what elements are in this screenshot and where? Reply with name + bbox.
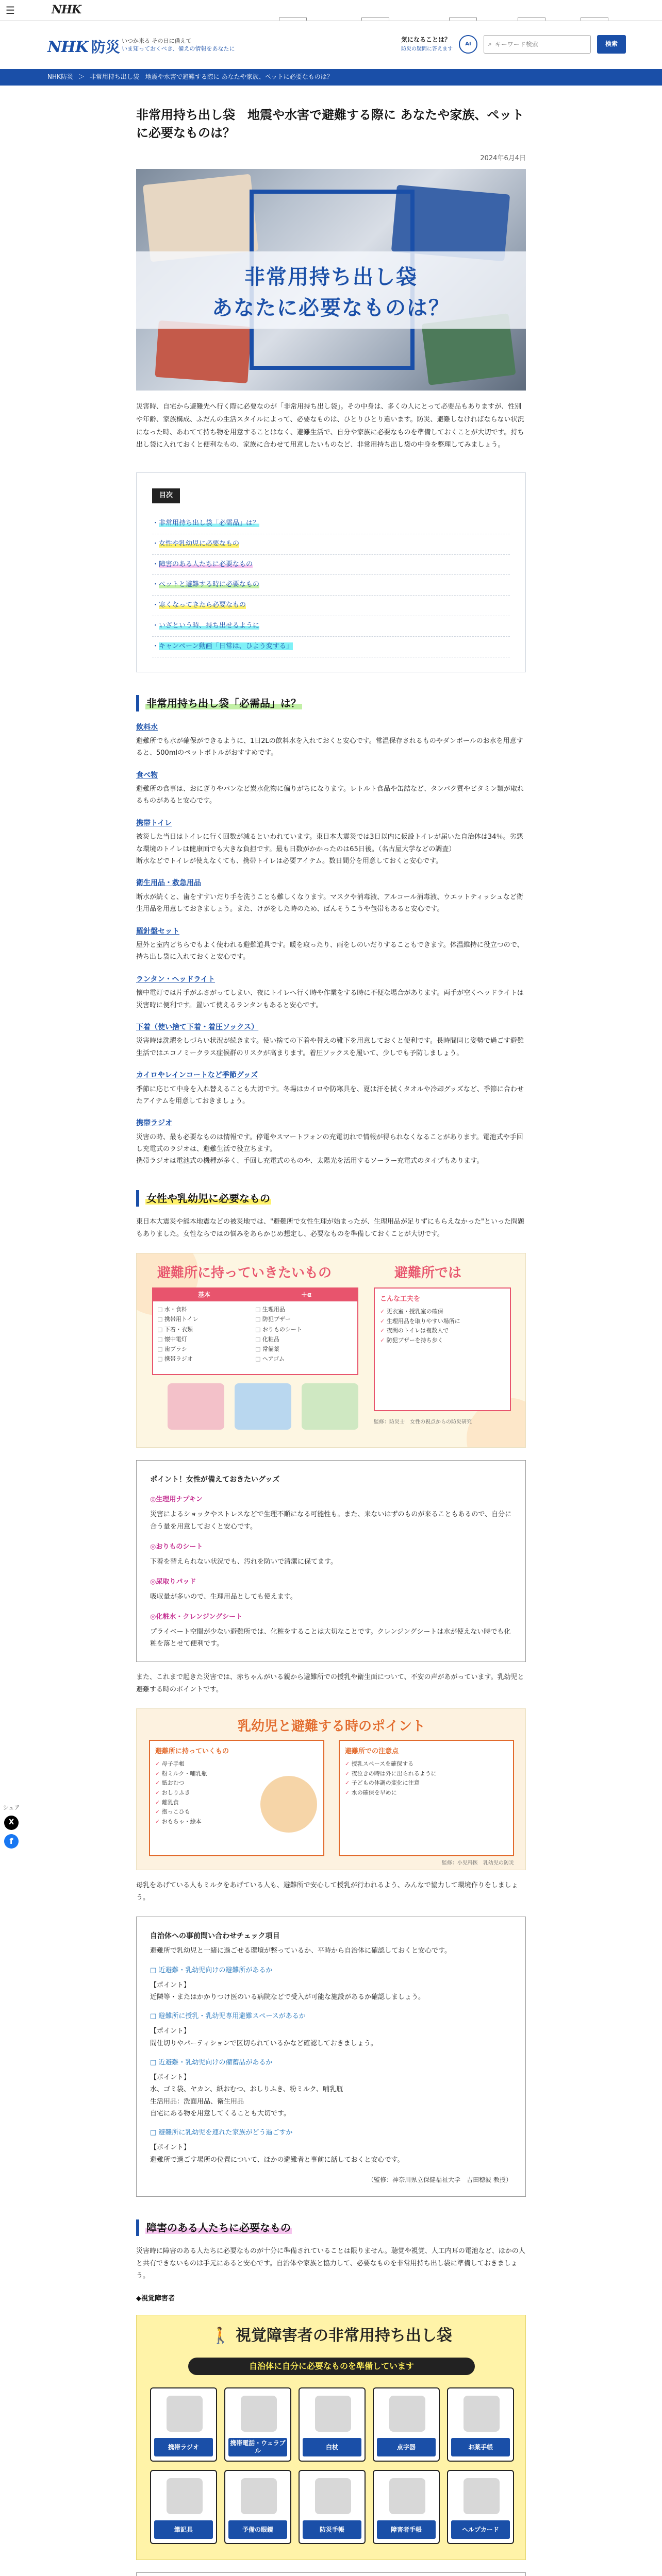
phone-icon [241, 2396, 277, 2432]
facebook-share-icon[interactable]: f [4, 1834, 19, 1849]
items-table: 基本 ＋α □ 水・食料 □ 携帯用トイレ □ 下着・衣類 □ 懐中電灯 □ 歯ブラシ □ 携帯ラジオ □ 生理用品 □ 防犯ブザー □ おりものシート □ 化粧品 □ 常備薬 □ ヘアゴム [152, 1287, 358, 1375]
radio-icon [167, 2396, 203, 2432]
blind-item: お薬手帳 [447, 2387, 514, 2462]
women-goods-box: ポイント！女性が備えておきたいグッズ ◎生理用ナプキン 災害によるショックやストレスなどで生理不順になる可能性も。また、来ないはずのものが来ることもあるので、自分に合う量を用意しておくと安心です。 ◎おりものシート 下着を替えられない状況でも、汚れを防いで清潔に保てます。 ◎尿取りパッド 吸収量が多いので、生理用品としても使えます。 ◎化粧水・クレンジングシート プライベート空間が少ない避難所では、化粧をすることは大切なことです。クレンジングシートは水が使えない時でも化粧を落とせて便利です。 [136, 1460, 526, 1662]
breadcrumb-separator: ＞ [78, 73, 85, 81]
infographic-title: 乳幼児と避難する時のポイント [237, 1718, 425, 1734]
toc-list [152, 514, 510, 657]
toc-item[interactable]: ・ 障害のある人たちに必要なもの [152, 555, 510, 575]
blind-item: 白杖 [299, 2387, 366, 2462]
hero-photo-item [143, 174, 259, 262]
hero-title-line1: 非常用持ち出し袋 [244, 265, 418, 290]
hamburger-menu-icon[interactable]: ☰ [6, 4, 15, 16]
checklist-box: 自治体への事前問い合わせチェック項目 避難所で乳幼児と一緒に過ごせる環境が整っているか、平時から自治体に確認しておくと安心です。 □ 近避難・乳幼児向けの避難所があるか 【ポイント】 近隣等・またはかかりつけ医のいる病院などで受入が可能な施設があるか確認しましょう。 □ 避難所に授乳・乳幼児専用避難スペースがあるか 【ポイント】 間仕切りやパーティションで区切られているかなど確認しておきましょう。 □ 近避難・乳幼児向けの備蓄品があるか 【ポイント】 水、ゴミ袋、ヤカン、紙おむつ、おしりふき、粉ミルク、哺乳瓶 生活用品：洗面用品、衛生用品 自宅にある物を用意してくることも大切です。 □ 避難所に乳幼児を連れた家族がどう過ごすか 【ポイント】 避難所で過ごす場所の位置について、ほかの避難者と事前に話しておくと安心です。 （監修：神奈川県立保健福祉大学 吉田穂波 教授） [136, 1917, 526, 2197]
blind-item: ヘルプカード [447, 2470, 514, 2544]
women-infographic [136, 1253, 526, 1448]
section-paragraph: 母乳をあげている人もミルクをあげている人も、避難所で安心して授乳が行われるよう、みんなで協力して環境作りをしましょう。 [136, 1881, 518, 1902]
bag-illustration [168, 1383, 224, 1430]
medicine-book-icon [464, 2396, 500, 2432]
section-heading-disabilities: 障害のある人たちに必要なもの [136, 2219, 526, 2236]
help-card-icon [464, 2478, 500, 2514]
infographic-title-left: 避難所に持っていきたいもの [157, 1265, 332, 1281]
id-card-icon [389, 2478, 425, 2514]
blind-item: 携帯電話・ウェラブル [224, 2387, 291, 2462]
infographic-credit: 監修：防災士 女性の視点からの防災研究 [374, 1419, 472, 1425]
breadcrumb [0, 69, 662, 86]
table-of-contents [136, 472, 526, 672]
essential-item: 食べ物 避難所の食事は、おにぎりやパンなど炭水化物に偏りがちになります。レトルト食品や缶詰など、タンパク質やビタミン類が取れるものがあると安心です。 [136, 771, 524, 805]
essential-item: 携帯トイレ 被災した当日はトイレに行く回数が減るといわれています。東日本大震災では3日以内に仮設トイレが届いた自治体は34％。劣悪な環境のトイレは健康面でも大きな負担です。最も日数がかかったのは65日後。（名古屋大学などの調査） 断水などでトイレが使えなくても、携帯トイレは必要アイテム。数日間分を用意しておくと安心です。 [136, 819, 523, 866]
toc-item[interactable]: ・ ペットと避難する時に必要なもの [152, 575, 510, 596]
blind-item: 点字器 [373, 2387, 440, 2462]
cane-icon [315, 2396, 351, 2432]
site-header [0, 21, 662, 69]
toc-label: 目次 [152, 488, 180, 503]
blind-item: 防災手帳 [299, 2470, 366, 2544]
site-tagline: いつか来る その日に備えて いま知っておくべき、備えの情報をあなたに [122, 38, 235, 53]
ask-question-link[interactable]: 気になることは？ 防災の疑問に答えます [401, 36, 453, 52]
infographic-subtitle: 自治体に自分に必要なものを準備しています [188, 2358, 475, 2375]
share-label: シェア [3, 1804, 20, 1811]
goods-illustration [302, 1383, 358, 1430]
infant-infographic [136, 1708, 526, 1870]
search-input[interactable] [495, 41, 583, 48]
ai-bot-icon[interactable]: AI [459, 35, 477, 54]
header-tools [401, 35, 626, 54]
essential-item: 下着（使い捨て下着・着圧ソックス） 災害時は洗濯をしづらい状況が続きます。使い捨ての下着や替えの靴下を用意しておくと便利です。長時間同じ姿勢で過ごす避難生活ではエコノミークラス症候群のリスクが高まります。着圧ソックスを履いて、少しでも予防しましょう。 [136, 1023, 524, 1057]
essential-item: ランタン・ヘッドライト 懐中電灯では片手がふさがってしまい、夜にトイレへ行く時や作業をする時に不便な場合があります。両手が空くヘッドライトは災害時に便利です。置いて使えるランタンもあると安心です。 [136, 975, 524, 1009]
section-paragraph: また、これまで起きた災害では、赤ちゃんがいる親から避難所での授乳や衛生面について、不安の声があがっています。乳幼児と避難する時のポイントです。 [136, 1673, 524, 1693]
article [136, 86, 526, 2576]
infant-notes-panel: 避難所での注意点 ✓ 授乳スペースを確保する ✓ 夜泣きの時は外に出られるように ✓ 子どもの体調の変化に注意 ✓ 水の確保を早めに [339, 1740, 514, 1856]
article-lead: 災害時、自宅から避難先へ行く際に必要なのが「非常用持ち出し袋」。その中身は、多くの人にとって必要品もありますが、性別や年齢、家族構成、ふだんの生活スタイルによって、必要なものは、ひとりひとり違います。防災、避難しなければならない状況になった時、あわてて持ち物を用意することはなく、避難生活で、自分や家族に必要なものを準備しておくことが大切です。持ち出し袋に入れておくと便利なもの、家族に合わせて用意したいものなど、非常用持ち出し袋の中身を整理してみましょう。 [136, 403, 524, 449]
subheading-visual: ◆視覚障害者 [136, 2295, 175, 2303]
share-column [1, 1803, 22, 1849]
x-share-icon[interactable]: X [4, 1816, 19, 1830]
section-heading-essentials: 非常用持ち出し袋「必需品」は？ [136, 695, 526, 711]
baby-illustration [260, 1776, 317, 1833]
essential-item: 羅針盤セット 屋外と室内どちらでもよく使われる避難道具です。暖を取ったり、雨をしのいだりすることもできます。体温維持に役立つので、持ち出し袋に入れておくと安心です。 [136, 927, 524, 961]
infographic-title: 🚶 視覚障害者の非常用持ち出し袋 [211, 2327, 452, 2345]
radio-box [136, 2572, 526, 2576]
breadcrumb-current: 非常用持ち出し袋 地震や水害で避難する際に あなたや家族、ペットに必要なものは？ [89, 73, 333, 81]
visual-impairment-infographic [136, 2315, 526, 2560]
nhk-bousai-logo[interactable]: NHK 防災 [47, 38, 120, 56]
blind-item: 筆記具 [150, 2470, 217, 2544]
infant-items-panel: 避難所に持っていくもの ✓ 母子手帳 ✓ 粉ミルク・哺乳瓶 ✓ 紙おむつ ✓ おしりふき ✓ 離乳食 ✓ 抱っこひも ✓ おもちゃ・絵本 [149, 1740, 324, 1856]
hero-photo-item [155, 320, 251, 383]
hero-title-line2: あなたに必要なものは？ [212, 296, 450, 320]
pen-icon [167, 2478, 203, 2514]
hero-image [136, 169, 526, 391]
search-button[interactable]: 検索 [597, 35, 626, 54]
infographic-title-right: 避難所では [394, 1265, 462, 1281]
blind-item: 予備の眼鏡 [224, 2470, 291, 2544]
essential-item: 衛生用品・救急用品 断水が続くと、歯をすすいだり手を洗うことも難しくなります。マスクや消毒液、アルコール消毒液、ウエットティッシュなど衛生用品を用意しておきましょう。また、けがをした時のため、ばんそうこうや包帯もあると安心です。 [136, 879, 523, 913]
blind-item: 携帯ラジオ [150, 2387, 217, 2462]
toc-item[interactable]: ・ 非常用持ち出し袋「必需品」は？ [152, 514, 510, 534]
article-title: 非常用持ち出し袋 地震や水害で避難する際に あなたや家族、ペットに必要なものは？ [136, 108, 524, 140]
breadcrumb-home[interactable]: NHK防災 [47, 73, 73, 81]
goods-illustration [235, 1383, 291, 1430]
search-icon: ⌕ [488, 40, 492, 48]
essential-item: 飲料水 避難所でも水が確保ができるように、1日2Lの飲料水を入れておくと安心です。常温保存されるものやダンボールのお水を用意すると、500mlのペットボトルがおすすめです。 [136, 723, 523, 757]
essential-item: 携帯ラジオ 災害の時、最も必要なものは情報です。停電やスマートフォンの充電切れで情報が得られなくなることがあります。電池式や手回し充電式のラジオは、避難生活で役立ちます。 携帯ラジオは電池式の機種が多く、手回し充電式のものや、太陽光を活用するソーラー充電式のタイプもあります。 [136, 1119, 523, 1165]
notebook-icon [315, 2478, 351, 2514]
toc-item[interactable]: ・ いざという時、持ち出せるように [152, 616, 510, 637]
braille-icon [389, 2396, 425, 2432]
global-nav-bar [0, 0, 662, 21]
tips-panel: こんな工夫を ✓ 更衣室・授乳室の確保 ✓ 生理用品を取りやすい場所に ✓ 夜間のトイレは複数人で ✓ 防犯ブザーを持ち歩く [374, 1287, 511, 1411]
toc-item[interactable]: ・ 寒くなってきたら必要なもの [152, 596, 510, 616]
search-box [484, 35, 591, 54]
glasses-icon [241, 2478, 277, 2514]
toc-item[interactable]: ・ 女性や乳幼児に必要なもの [152, 534, 510, 555]
nhk-global-logo[interactable]: NHK [52, 3, 81, 16]
infographic-credit: 監修：小児科医 乳幼児の防災 [442, 1860, 514, 1866]
blind-item: 障害者手帳 [373, 2470, 440, 2544]
section-heading-women-infants: 女性や乳幼児に必要なもの [136, 1190, 526, 1207]
toc-item[interactable]: ・ キャンペーン動画「日常は、ひよう変する」 [152, 637, 510, 657]
article-date: 2024年6月4日 [480, 154, 526, 162]
section-intro: 東日本大震災や熊本地震などの被災地では、"避難所で女性生理が始まったが、生理用品が足りずにもらえなかった"といった問題もありました。女性ならではの悩みをあらかじめ想定し、必要なものを準備しておくことが大切です。 [136, 1217, 524, 1238]
essential-item: カイロやレインコートなど季節グッズ 季節に応じて中身を入れ替えることも大切です。冬場はカイロや防寒具を、夏は汗を拭くタオルや冷却グッズなど、季節に合わせたアイテムを用意しておきましょう。 [136, 1071, 524, 1105]
section-intro: 災害時に障害のある人たちに必要なものが十分に準備されていることは限りません。聴覚や視覚、人工内耳の電池など、ほかの人と共有できないものは手元にあると安心です。自治体や家族と協力して、必要なものを非常用持ち出し袋に準備しておきましょう。 [136, 2247, 525, 2280]
person-icon: 🚶 [211, 2327, 236, 2345]
